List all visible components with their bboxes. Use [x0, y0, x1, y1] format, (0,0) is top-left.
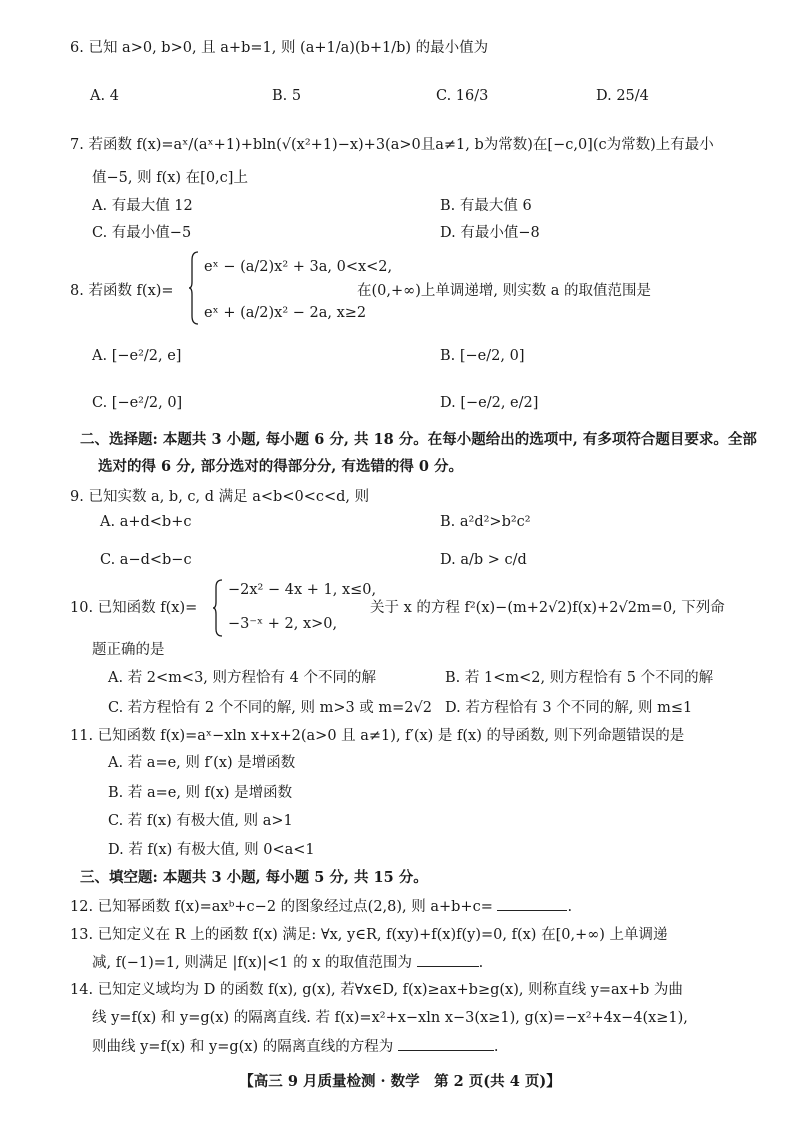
q6-option-a: A. 4 [90, 88, 119, 104]
q9-option-c: C. a−d<b−c [100, 552, 192, 568]
q9-stem: 9. 已知实数 a, b, c, d 满足 a<b<0<c<d, 则 [70, 489, 370, 505]
q13-stem: 13. 已知定义在 R 上的函数 f(x) 满足: ∀x, y∈R, f(xy)+f(x)f(y)=0, f(x) 在[0,+∞) 上单调递 [70, 927, 668, 943]
q10-brace-icon [212, 578, 224, 638]
q9-option-d: D. a/b > c/d [440, 552, 527, 568]
q10-option-d: D. 若方程恰有 3 个不同的解, 则 m≤1 [445, 700, 693, 716]
section3-heading: 三、填空题: 本题共 3 小题, 每小题 5 分, 共 15 分。 [80, 869, 428, 886]
q6-stem: 6. 已知 a>0, b>0, 且 a+b=1, 则 (a+1/a)(b+1/b) 的最小值为 [70, 40, 489, 56]
q8-case1: eˣ − (a/2)x² + 3a, 0<x<2, [204, 259, 393, 275]
q10-option-c: C. 若方程恰有 2 个不同的解, 则 m>3 或 m=2√2 [108, 700, 432, 716]
q14-end: . [493, 1039, 499, 1055]
q12-stem [70, 896, 572, 917]
q10-suffix: 关于 x 的方程 f²(x)−(m+2√2)f(x)+2√2m=0, 下列命 [370, 600, 725, 616]
q8-option-d: D. [−e/2, e/2] [440, 395, 539, 411]
q11-option-c: C. 若 f(x) 有极大值, 则 a>1 [108, 813, 293, 829]
q8-suffix: 在(0,+∞)上单调递增, 则实数 a 的取值范围是 [357, 283, 651, 299]
section2-heading: 二、选择题: 本题共 3 小题, 每小题 6 分, 共 18 分。在每小题给出的选项中, 有多项符合题目要求。全部 [80, 431, 757, 448]
q8-option-c: C. [−e²/2, 0] [92, 395, 183, 411]
q14-stem: 14. 已知定义域均为 D 的函数 f(x), g(x), 若∀x∈D, f(x)≥ax+b≥g(x), 则称直线 y=ax+b 为曲 [70, 982, 683, 998]
q6-option-b: B. 5 [272, 88, 302, 104]
q14-text: 则曲线 y=f(x) 和 y=g(x) 的隔离直线的方程为 [92, 1039, 394, 1055]
page-footer: 【高三 9 月质量检测 · 数学 第 2 页(共 4 页)】 [239, 1073, 561, 1090]
q7-stem: 7. 若函数 f(x)=aˣ/(aˣ+1)+bln(√(x²+1)−x)+3(a>0且a≠1, b为常数)在[−c,0](c为常数)上有最小 [70, 137, 714, 153]
q8-case2: eˣ + (a/2)x² − 2a, x≥2 [204, 305, 367, 321]
q8-brace-icon [188, 250, 200, 326]
q14-stem-cont: 线 y=f(x) 和 y=g(x) 的隔离直线. 若 f(x)=x²+x−xln x−3(x≥1), g(x)=−x²+4x−4(x≥1), [92, 1010, 688, 1026]
section2-heading-cont: 选对的得 6 分, 部分选对的得部分分, 有选错的得 0 分。 [98, 458, 464, 475]
q7-option-d: D. 有最小值−8 [440, 225, 540, 241]
q10-option-b: B. 若 1<m<2, 则方程恰有 5 个不同的解 [445, 670, 714, 686]
q10-case1: −2x² − 4x + 1, x≤0, [228, 582, 377, 598]
q9-option-a: A. a+d<b+c [100, 514, 192, 530]
q6-option-d: D. 25/4 [596, 88, 649, 104]
q14-stem-cont2 [92, 1036, 498, 1057]
q10-stem-cont: 题正确的是 [92, 642, 165, 658]
q8-option-a: A. [−e²/2, e] [92, 348, 182, 364]
q11-option-b: B. 若 a=e, 则 f(x) 是增函数 [108, 785, 293, 801]
q10-option-a: A. 若 2<m<3, 则方程恰有 4 个不同的解 [108, 670, 376, 686]
q11-stem: 11. 已知函数 f(x)=aˣ−xln x+x+2(a>0 且 a≠1), f′(x) 是 f(x) 的导函数, 则下列命题错误的是 [70, 728, 685, 744]
q10-case2: −3⁻ˣ + 2, x>0, [228, 616, 338, 632]
q12-answer-blank[interactable] [497, 896, 567, 911]
q12-end: . [567, 899, 573, 915]
q11-option-d: D. 若 f(x) 有极大值, 则 0<a<1 [108, 842, 315, 858]
q13-answer-blank[interactable] [417, 952, 479, 967]
q13-stem-cont [92, 952, 483, 973]
q12-text: 12. 已知幂函数 f(x)=axᵇ+c−2 的图象经过点(2,8), 则 a+b+c= [70, 899, 493, 915]
q8-prefix: 8. 若函数 f(x)= [70, 283, 174, 299]
q10-prefix: 10. 已知函数 f(x)= [70, 600, 198, 616]
q11-option-a: A. 若 a=e, 则 f′(x) 是增函数 [108, 755, 296, 771]
q13-text: 减, f(−1)=1, 则满足 |f(x)|<1 的 x 的取值范围为 [92, 955, 412, 971]
q7-option-c: C. 有最小值−5 [92, 225, 192, 241]
q6-option-c: C. 16/3 [436, 88, 489, 104]
q9-option-b: B. a²d²>b²c² [440, 514, 531, 530]
q7-stem-cont: 值−5, 则 f(x) 在[0,c]上 [92, 170, 248, 186]
q7-option-b: B. 有最大值 6 [440, 198, 532, 214]
q13-end: . [478, 955, 484, 971]
q14-answer-blank[interactable] [398, 1036, 494, 1051]
q7-option-a: A. 有最大值 12 [92, 198, 193, 214]
q8-option-b: B. [−e/2, 0] [440, 348, 525, 364]
